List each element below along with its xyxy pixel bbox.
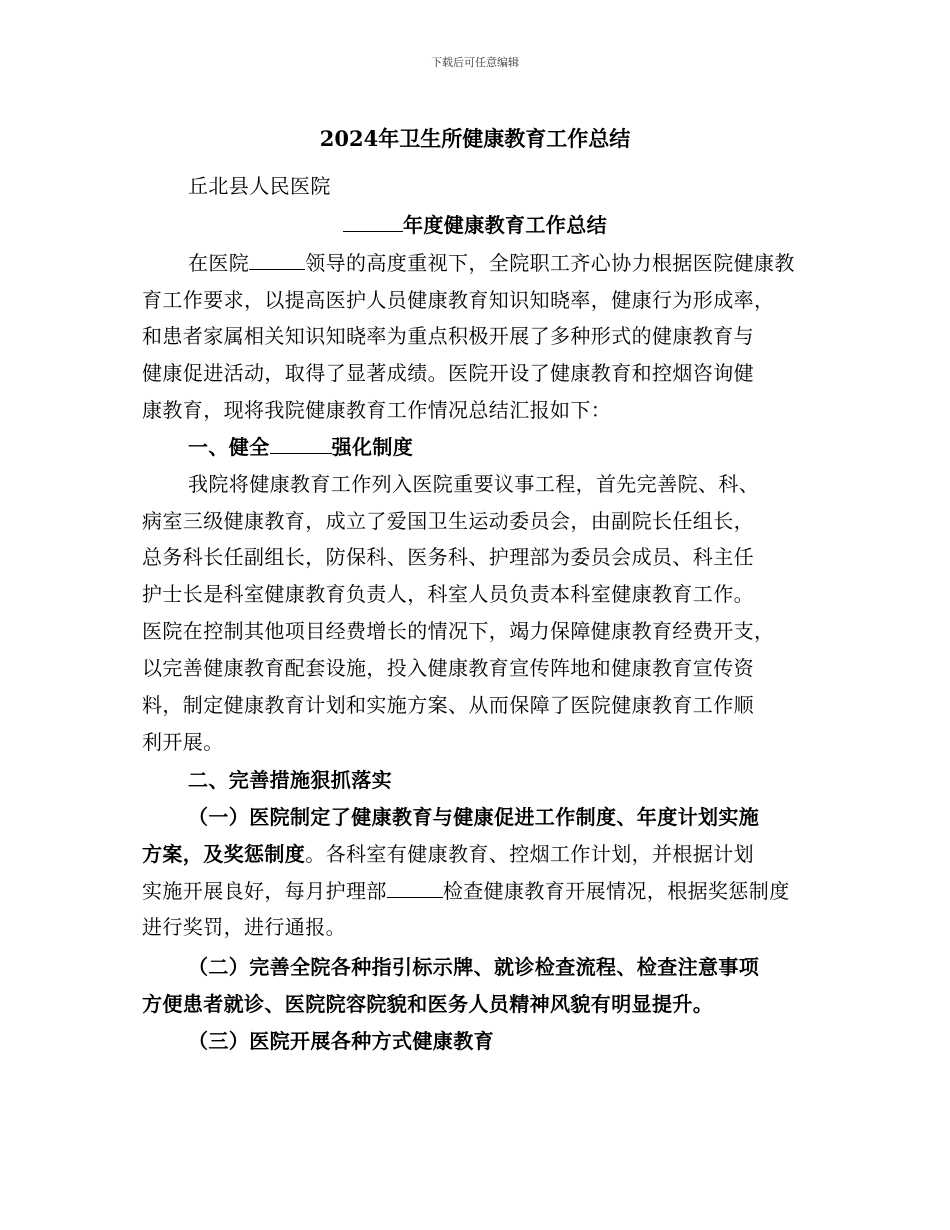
item-1-line-1: （一）医院制定了健康教育与健康促进工作制度、年度计划实施 <box>188 805 760 829</box>
section-subtitle <box>0 211 950 239</box>
section-1-line: 护士长是科室健康教育负责人，科室人员负责本科室健康教育工作。 <box>142 582 754 606</box>
year-blank <box>343 213 403 232</box>
intro-line-4: 健康促进活动，取得了显著成绩。医院开设了健康教育和控烟咨询健 <box>142 361 754 385</box>
intro-line-2: 育工作要求，以提高医护人员健康教育知识知晓率，健康行为形成率， <box>142 288 775 312</box>
item-1-text: 检查健康教育开展情况，根据奖惩制度 <box>442 879 790 903</box>
intro-text: 在医院 <box>188 251 250 275</box>
section-1-line: 医院在控制其他项目经费增长的情况下，竭力保障健康教育经费开支， <box>142 619 775 643</box>
intro-line-3: 和患者家属相关知识知晓率为重点积极开展了多种形式的健康教育与 <box>142 324 754 348</box>
download-note: 下载后可任意编辑 <box>431 56 519 69</box>
item-1-text: 实施开展良好，每月护理部 <box>142 879 387 903</box>
section-1-line: 我院将健康教育工作列入医院重要议事工程，首先完善院、科、 <box>188 472 760 496</box>
organization-name: 丘北县人民医院 <box>188 174 331 198</box>
section-2-heading: 二、完善措施狠抓落实 <box>188 768 392 792</box>
section-1-line: 以完善健康教育配套设施，投入健康教育宣传阵地和健康教育宣传资 <box>142 656 754 680</box>
item-1-line-2 <box>142 840 822 868</box>
blank-field <box>270 435 332 454</box>
item-2-line-1: （二）完善全院各种指引标示牌、就诊检查流程、检查注意事项 <box>188 955 760 979</box>
item-1-bold-text: 方案，及奖惩制度 <box>142 842 306 866</box>
item-3-line-1: （三）医院开展各种方式健康教育 <box>188 1029 494 1053</box>
item-1-line-4: 进行奖罚，进行通报。 <box>142 915 346 939</box>
intro-line-5: 康教育，现将我院健康教育工作情况总结汇报如下： <box>142 398 612 422</box>
intro-text: 领导的高度重视下，全院职工齐心协力根据医院健康教 <box>305 251 795 275</box>
heading-text: 强化制度 <box>331 435 414 459</box>
section-1-line: 料，制定健康教育计划和实施方案、从而保障了医院健康教育工作顺 <box>142 693 754 717</box>
blank-field <box>249 251 305 270</box>
item-2-line-2: 方便患者就诊、医院院容院貌和医务人员精神风貌有明显提升。 <box>142 992 714 1016</box>
item-1-line-3 <box>142 877 822 905</box>
section-1-heading <box>188 433 868 461</box>
subtitle-text: 年度健康教育工作总结 <box>403 213 607 237</box>
document-title: 2024年卫生所健康教育工作总结 <box>319 126 631 151</box>
item-1-text: 。各科室有健康教育、控烟工作计划，并根据计划 <box>305 842 755 866</box>
section-1-line: 病室三级健康教育，成立了爱国卫生运动委员会，由副院长任组长， <box>142 509 754 533</box>
section-1-line: 总务科长任副组长，防保科、医务科、护理部为委员会成员、科主任 <box>142 545 754 569</box>
blank-field <box>387 879 443 898</box>
heading-text: 一、健全 <box>188 435 270 459</box>
intro-line-1 <box>188 249 868 277</box>
section-1-line: 利开展。 <box>142 730 224 754</box>
